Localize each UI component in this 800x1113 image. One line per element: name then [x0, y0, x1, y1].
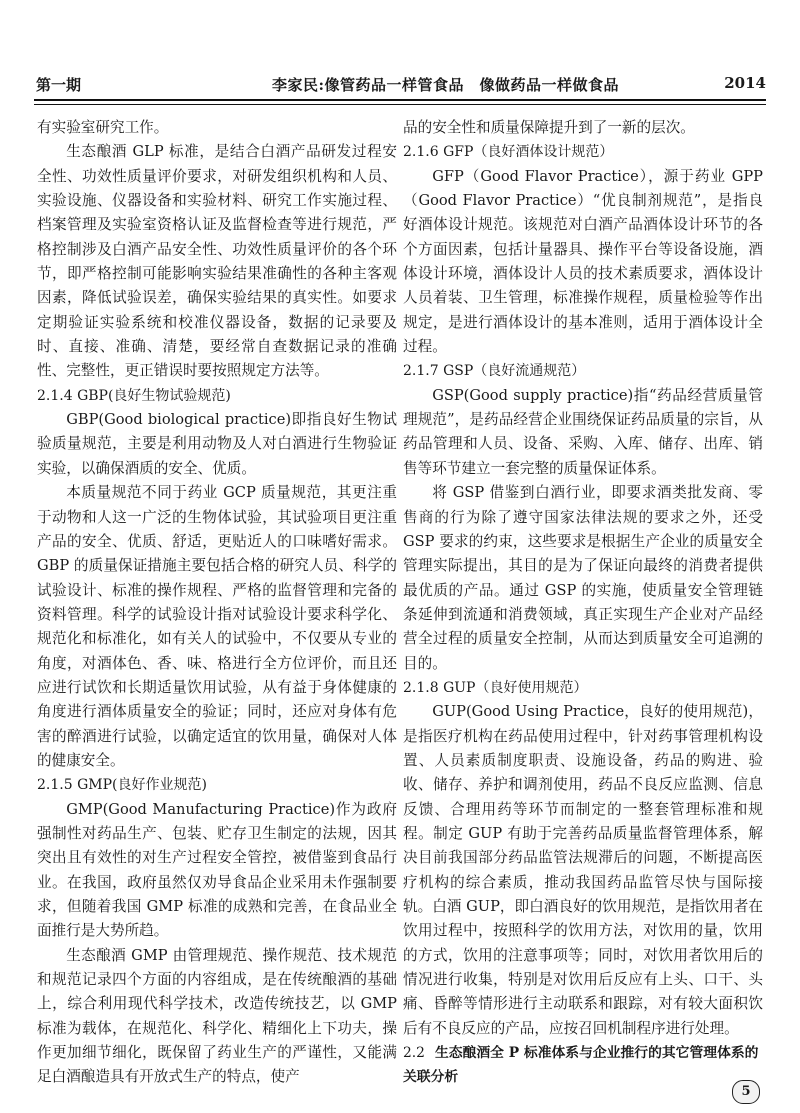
paragraph: GFP（Good Flavor Practice），源于药业 GPP（Good Flavor Practice）“优良制剂规范”，是指良好酒体设计规范。该规范对白酒产品酒体设计环节的各个方面因素，包括计量器具、操作平台等设备设施，酒体设计环境，酒体设计人员的技术素质要求，酒体设计人员着装、卫生管理，标准操作规程，质量检验等作出规定，是进行酒体设计的基本准则，适用于酒体设计全过程。: [403, 167, 763, 356]
paragraph: GMP(Good Manufacturing Practice)作为政府强制性对药品生产、包装、贮存卫生制定的法规，因其突出且有效性的对生产过程安全管控，被借鉴到食品行业。在我国，政府虽然仅劝导食品企业采用未作强制要求，但随着我国 GMP 标准的成熟和完善，在食品业全面推行是大势所趋。: [37, 800, 397, 940]
paragraph: 本质量规范不同于药业 GCP 质量规范，其更注重于动物和人这一广泛的生物体试验，其试验项目更注重产品的安全、优质、舒适，更贴近人的口味嗜好需求。GBP 的质量保证措施主要包括合格的研究人员、科学的试验设计、标准的操作规程、严格的监督管理和完备的资料管理。科学的试验设计指对试验设计要求科学化、规范化和标准化，如有关人的试验中，不仅要从专业的角度，对酒体色、香、味、格进行全方位评价，而且还应进行试饮和长期适量饮用试验，从有益于身体健康的角度进行酒体质量安全的验证；同时，还应对身体有危害的醉酒进行试验，以确定适宜的饮用量，确保对人体的健康安全。: [37, 484, 397, 769]
section-heading-2-1-4: 2.1.4 GBP(良好生物试验规范): [37, 387, 231, 404]
paragraph: 生态酿酒 GMP 由管理规范、操作规范、技术规范和规范记录四个方面的内容组成，是在传统酿酒的基础上，综合利用现代科学技术，改造传统技艺，以 GMP 标准为载体，在规范化、科学化、精细化上下功夫，操作更加细节细化，既保留了药业生产的严谨性，又能满足白酒酿造具有开放式生产的特点，使产: [37, 946, 397, 1086]
paragraph: GUP(Good Using Practice，良好的使用规范)，是指医疗机构在药品使用过程中，针对药事管理机构设置、人员素质制度职责、设施设备，药品的购进、验收、储存、养护和调剂使用，药品不良反应监测、信息反馈、合理用药等环节而制定的一整套管理标准和规程。制定 GUP 有助于完善药品质量监督管理体系，解决目前我国部分药品监管法规滞后的问题，不断提高医疗机构的综合素质，推动我国药品监管尽快与国际接轨。白酒 GUP，即白酒良好的饮用规范，是指饮用者在饮用过程中，按照科学的饮用方法，对饮用的量，饮用的方式，饮用的注意事项等；同时，对饮用者饮用后的情况进行收集，特别是对饮用后反应有上头、口干、头痛、昏醉等情形进行主动联系和跟踪，对有较大面积饮后有不良反应的产品，应按召回机制程序进行处理。: [403, 703, 763, 1037]
section-heading-2-2: [403, 1041, 763, 1090]
section-heading-2-1-8: 2.1.8 GUP（良好使用规范）: [403, 679, 588, 696]
paragraph: 有实验室研究工作。: [37, 119, 169, 136]
paragraph: 品的安全性和质量保障提升到了一新的层次。: [403, 119, 695, 136]
section-number: 2.2: [403, 1045, 425, 1062]
section-heading-2-1-7: 2.1.7 GSP（良好流通规范）: [403, 363, 586, 380]
section-title: 生态酿酒全 P 标准体系与企业推行的其它管理体系的关联分析: [403, 1045, 759, 1086]
section-heading-2-1-6: 2.1.6 GFP（良好酒体设计规范）: [403, 144, 614, 161]
left-column: [37, 116, 397, 1090]
running-header: [36, 74, 766, 96]
paragraph: GSP(Good supply practice)指“药品经营质量管理规范”，是药品经营企业围绕保证药品质量的宗旨，从药品管理和人员、设备、采购、入库、储存、出库、销售等环节建立一套完整的质量保证体系。: [403, 386, 763, 477]
paragraph: 将 GSP 借鉴到白酒行业，即要求酒类批发商、零售商的行为除了遵守国家法律法规的要求之外，还受 GSP 要求的约束，这些要求是根据生产企业的质量安全管理实际提出，其目的是为了保证向最终的消费者提供最优质的产品。通过 GSP 的实施，使质量安全管理链条延伸到流通和消费领域，真正实现生产企业对产品经营全过程的质量安全控制，从而达到质量安全可追溯的目的。: [403, 484, 763, 672]
header-rule-thick: [34, 99, 766, 101]
right-column: [403, 116, 763, 1090]
journal-year: 2014: [724, 74, 766, 92]
header-rule-thin: [34, 104, 766, 105]
page-number: 5: [732, 1080, 760, 1104]
section-heading-2-1-5: 2.1.5 GMP(良好作业规范): [37, 777, 207, 794]
article-running-title: 李家民:像管药品一样管食品 像做药品一样做食品: [272, 76, 620, 94]
paragraph: GBP(Good biological practice)即指良好生物试验质量规范，主要是利用动物及人对白酒进行生物验证实验，以确保酒质的安全、优质。: [37, 411, 397, 477]
journal-issue: 第一期: [36, 76, 82, 94]
paragraph: 生态酿酒 GLP 标准，是结合白酒产品研发过程安全性、功效性质量评价要求，对研发组织机构和人员、实验设施、仪器设备和实验材料、研究工作实施过程、档案管理及实验室资格认证及监督检查等进行规范，严格控制涉及白酒产品安全性、功效性质量评价的各个环节，即严格控制可能影响实验结果准确性的各种主客观因素，降低试验误差，确保实验结果的真实性。如要求定期验证实验系统和校准仪器设备，数据的记录要及时、直接、准确、清楚，要经常自查数据记录的准确性、完整性，更正错误时要按照规定方法等。: [37, 143, 397, 380]
